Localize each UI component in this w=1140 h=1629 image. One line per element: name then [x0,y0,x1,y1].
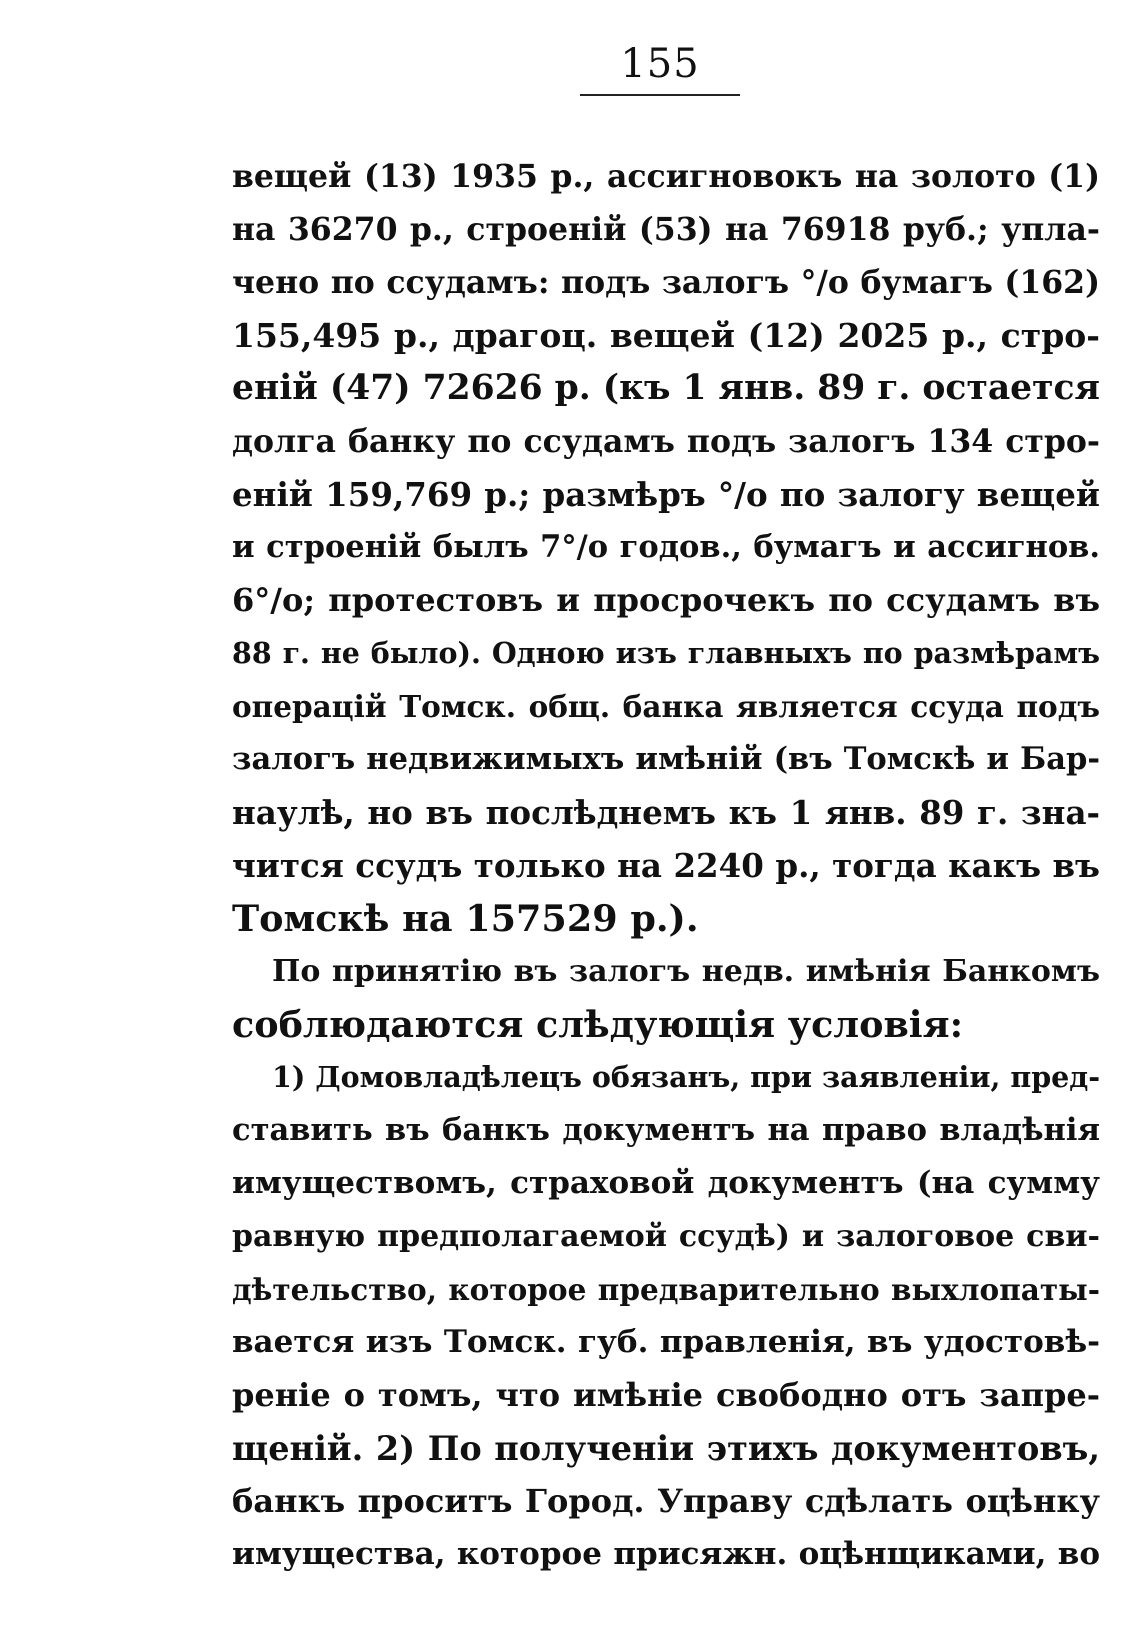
text-line: По принятію въ залогъ недв. имѣнія Банкомъ [272,954,1100,989]
text-line: чено по ссудамъ: подъ залогъ °/о бумагъ (162) [232,264,1100,301]
text-line: вается изъ Томск. губ. правленія, въ удостовѣ- [232,1324,1100,1360]
paragraph [232,945,1100,1051]
text-line: залогъ недвижимыхъ имѣній (въ Томскѣ и Бар- [232,741,1100,777]
text-line: на 36270 р., строеній (53) на 76918 руб.; упла- [232,211,1100,248]
page-number: 155 [620,41,700,87]
text-line: долга банку по ссудамъ подъ залогъ 134 стро- [232,423,1100,460]
text-line: соблюдаются слѣдующія условія: [232,1003,964,1046]
paragraph [232,150,1100,945]
text-line: наулѣ, но въ послѣднемъ къ 1 янв. 89 г. зна- [232,793,1100,832]
body-text [232,150,1100,1581]
text-line: еній (47) 72626 р. (къ 1 янв. 89 г. остается [232,368,1100,408]
text-line: и строеній былъ 7°/о годов., бумагъ и ассигнов. [232,529,1100,565]
text-line: банкъ проситъ Город. Управу сдѣлать оцѣнку [232,1482,1100,1520]
text-line: дѣтельство, которое предварительно выхлопаты- [232,1272,1100,1307]
page-number-rule [580,94,740,96]
text-line: щеній. 2) По полученіи этихъ документовъ, [232,1429,1100,1468]
text-line: Томскѣ на 157529 р.). [232,897,699,940]
text-line: реніе о томъ, что имѣніе свободно отъ запре- [232,1376,1100,1414]
text-line: 88 г. не было). Одною изъ главныхъ по размѣрамъ [232,636,1100,670]
text-line: равную предполагаемой ссудѣ) и залоговое сви- [232,1219,1100,1254]
text-line: 1) Домовладѣлецъ обязанъ, при заявленіи, пред- [272,1060,1101,1094]
text-line: операцій Томск. общ. банка является ссуда подъ [232,689,1100,724]
text-line: имущества, которое присяжн. оцѣнщиками, во [232,1536,1100,1572]
text-line: 6°/о; протестовъ и просрочекъ по ссудамъ въ [232,581,1100,619]
text-line: еній 159,769 р.; размѣръ °/о по залогу вещей [232,475,1100,514]
text-line: 155,495 р., драгоц. вещей (12) 2025 р., стро- [232,316,1100,355]
text-line: вещей (13) 1935 р., ассигновокъ на золото (1) [232,158,1100,195]
text-line: имуществомъ, страховой документъ (на сумму [232,1165,1100,1201]
text-line: ставить въ банкъ документъ на право владѣнія [232,1112,1100,1148]
text-line: чится ссудъ только на 2240 р., тогда какъ въ [232,846,1100,885]
paragraph [232,1051,1100,1581]
